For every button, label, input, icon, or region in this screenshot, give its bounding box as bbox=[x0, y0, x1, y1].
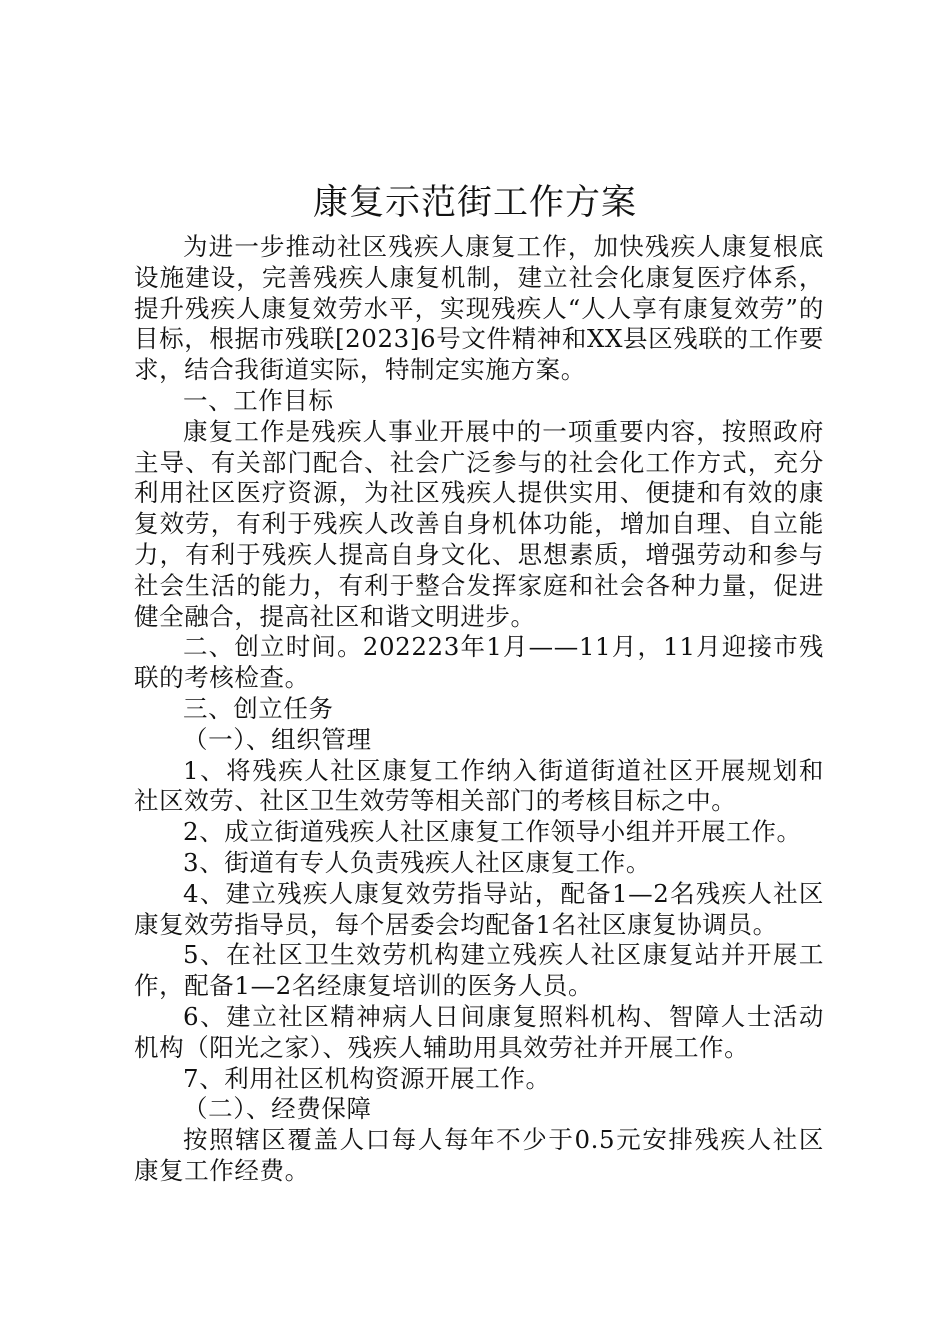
goals-paragraph: 康复工作是残疾人事业开展中的一项重要内容，按照政府主导、有关部门配合、社会广泛参与的社会化工作方式，充分利用社区医疗资源，为社区残疾人提供实用、便捷和有效的康复效劳，有利于残疾人改善自身机体功能，增加自理、自立能力，有利于残疾人提高自身文化、思想素质，增强劳动和参与社会生活的能力，有利于整合发挥家庭和社会各种力量，促进健全融合，提高社区和谐文明进步。 bbox=[134, 416, 824, 631]
list-item: 4、建立残疾人康复效劳指导站，配备1—2名残疾人社区康复效劳指导员，每个居委会均配备1名社区康复协调员。 bbox=[134, 878, 824, 939]
section-heading-goals: 一、工作目标 bbox=[183, 385, 334, 415]
funding-paragraph: 按照辖区覆盖人口每人每年不少于0.5元安排残疾人社区康复工作经费。 bbox=[134, 1125, 824, 1185]
document-title: 康复示范街工作方案 bbox=[312, 183, 637, 223]
list-item: 1、将残疾人社区康复工作纳入街道街道社区开展规划和社区效劳、社区卫生效劳等相关部门的考核目标之中。 bbox=[134, 755, 824, 816]
section-heading-time: 二、创立时间。202223年1月——11月，11月迎接市残联的考核检查。 bbox=[134, 632, 824, 693]
subsection-heading-organization: （一）、组织管理 bbox=[183, 724, 372, 754]
subsection-heading-funding: （二）、经费保障 bbox=[183, 1094, 372, 1124]
list-item: 5、在社区卫生效劳机构建立残疾人社区康复站并开展工作，配备1—2名经康复培训的医务人员。 bbox=[134, 940, 824, 1001]
document-body bbox=[134, 232, 824, 1187]
list-item: 3、街道有专人负责残疾人社区康复工作。 bbox=[183, 847, 651, 877]
intro-paragraph: 为进一步推动社区残疾人康复工作，加快残疾人康复根底设施建设，完善残疾人康复机制，建立社会化康复医疗体系，提升残疾人康复效劳水平，实现残疾人“人人享有康复效劳”的目标，根据市残联[2023]6号文件精神和XX县区残联的工作要求，结合我街道实际，特制定实施方案。 bbox=[134, 232, 824, 385]
section-heading-tasks: 三、创立任务 bbox=[183, 693, 334, 723]
list-item: 7、利用社区机构资源开展工作。 bbox=[183, 1063, 551, 1093]
list-item: 6、建立社区精神病人日间康复照料机构、智障人士活动机构（阳光之家）、残疾人辅助用具效劳社并开展工作。 bbox=[134, 1001, 824, 1062]
list-item: 2、成立街道残疾人社区康复工作领导小组并开展工作。 bbox=[183, 817, 802, 847]
